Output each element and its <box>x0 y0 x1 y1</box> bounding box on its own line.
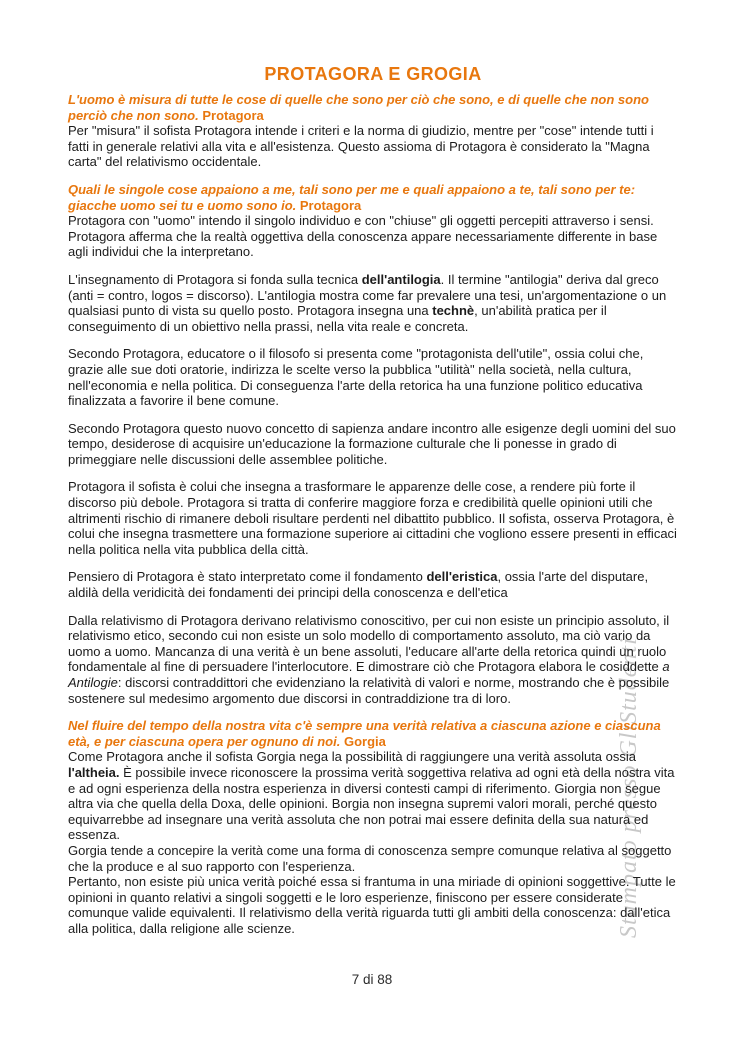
paragraph <box>68 421 678 468</box>
text-run: . Il termine "antilogia" deriva dal greco (anti = contro, logos = discorso). L'antilogia mostra come far prevalere una tesi, un'argomentazione o un qualsiasi punto di vista su quello posto. Protagora insegna una <box>68 271 667 319</box>
text-run: technè <box>432 303 475 319</box>
text-run: a Antilogie <box>68 659 670 690</box>
text-run: Gorgia tende a concepire la verità come una forma di conoscenza sempre comunque relativa al soggetto che la produce e al suo rapporto con l'esperienza. <box>68 842 672 874</box>
paragraph <box>68 749 678 843</box>
text-run: dell'antilogia <box>361 271 441 287</box>
text-run: Come Protagora anche il sofista Gorgia nega la possibilità di raggiungere una verità assoluta ossia <box>68 749 636 765</box>
paragraph <box>68 479 678 557</box>
text-run: , un'abilità pratica per il conseguimento di un obiettivo nella prassi, nella vita reale e concreta. <box>68 303 607 334</box>
watermark-text: Stampato presso GliStudenti <box>616 637 642 938</box>
document-body <box>68 92 678 937</box>
text-run: Pensiero di Protagora è stato interpretato come il fondamento <box>68 569 427 585</box>
paragraph <box>68 613 678 707</box>
paragraph <box>68 569 678 600</box>
text-run: , ossia l'arte del disputare, aldilà della veridicità dei fondamenti dei principi della conoscenza e dell'etica <box>68 569 649 601</box>
quote-paragraph <box>68 718 678 749</box>
page-number: 7 di 88 <box>351 972 393 987</box>
paragraph <box>68 272 678 334</box>
quote-paragraph <box>68 182 678 213</box>
quote-attribution: Protagora <box>198 107 264 123</box>
text-run: Secondo Protagora, educatore o il filosofo si presenta come "protagonista dell'utile", ossia colui che, grazie alle sue doti oratorie, indirizza le scelte verso la pubblica "utilità" nella società, nella cultura, nell'economia e nella politica. Di conseguenza l'arte della retorica ha una funzione politico educativa finalizzata a favorire il bene comune. <box>68 346 644 409</box>
quote-text: L'uomo è misura di tutte le cose di quelle che sono per ciò che sono, e di quelle che non sono perciò che non sono. <box>68 92 649 123</box>
paragraph <box>68 874 678 936</box>
quote-paragraph <box>68 92 678 123</box>
page-content <box>68 64 678 949</box>
text-run: dell'eristica <box>426 569 498 585</box>
text-run: L'insegnamento di Protagora si fonda sulla tecnica <box>68 271 362 287</box>
text-run: Dalla relativismo di Protagora derivano relativismo conoscitivo, per cui non esiste un principio assoluto, il relativismo etico, secondo cui non esiste un solo modello di comportamento assoluto, ma ciò vario da uomo a uomo. Mancanza di una verità è un bene assoluti, l'educare all'arte della retorica quindi un ruolo fondamentale al fine di persuadere l'interlocutore. E dimostrare ciò che Protagora elabora le cosiddette <box>68 612 670 675</box>
text-run: Secondo Protagora questo nuovo concetto di sapienza andare incontro alle esigenze degli uomini del suo tempo, desiderose di acquisire un'educazione la formazione culturale che li ponesse in grado di primeggiare nelle discussioni delle assemblee politiche. <box>68 420 676 467</box>
paragraph <box>68 346 678 408</box>
quote-attribution: Gorgia <box>340 733 386 749</box>
text-run: Pertanto, non esiste più unica verità poiché essa si frantuma in una miriade di opinioni soggettive. Tutte le opinioni in quanto relativi a singoli soggetti e le loro esperienze, finiscono per essere considerate comunque valide equivalenti. Il relativismo della verità riguarda tutti gli ambiti della conoscenza: dall'etica alla politica, dalla religione alle scienze. <box>68 874 676 936</box>
text-run: Protagora con "uomo" intendo il singolo individuo e con "chiuse" gli oggetti percepiti attraverso i sensi. Protagora afferma che la realtà oggettiva della conoscenza appare necessariamente differente in base agli individui che la interpretano. <box>68 213 658 260</box>
paragraph <box>68 123 678 170</box>
quote-text: Nel fluire del tempo della nostra vita c'è sempre una verità relativa a ciascuna azione e ciascuna età, e per ciascuna opera per ognuno di noi. <box>68 718 661 749</box>
text-run: l'altheia. <box>68 764 120 780</box>
page-title: PROTAGORA E GROGIA <box>264 64 482 84</box>
quote-text: Quali le singole cose appaiono a me, tali sono per me e quali appaiono a te, tali sono per te: giacche uomo sei tu e uomo sono io. <box>68 181 636 213</box>
text-run: : discorsi contraddittori che evidenziano la relatività di valori e norme, mostrando che è possibile sostenere sul medesimo argomento due discorsi in contraddizione tra di loro. <box>68 675 670 706</box>
text-run: È possibile invece riconoscere la prossima verità soggettiva relativa ad ogni età della nostra vita e ad ogni esperienza della nostra esperienza in diversi contesti campi di riferimento. Giorgia non segue altra via che quella della Doxa, delle opinioni. Borgia non insegna supremi valori morali, perché questo equivarrebbe ad insegnare una verità assoluta che non potrai mai essere definita della sua natura ed essenza. <box>68 764 675 843</box>
text-run: Per "misura" il sofista Protagora intende i criteri e la norma di giudizio, mentre per "cose" intende tutti i fatti in generale relativi alla vita e all'esistenza. Questo assioma di Protagora è considerato la "Magna carta" del relativismo occidentale. <box>68 123 654 170</box>
quote-attribution: Protagora <box>296 197 362 213</box>
paragraph <box>68 213 678 260</box>
text-run: Protagora il sofista è colui che insegna a trasformare le apparenze delle cose, a rendere più forte il discorso più debole. Protagora si tratta di conferire maggiore forza e credibilità quelle opinioni utili che altrimenti rischio di rimanere deboli risultare perdenti nel dibattito pubblico. Il sofista, osserva Protagora, è colui che insegna trasmettere una formazione superiore ai cittadini che vogliono essere presenti in efficaci nella politica nella vita pubblica della città. <box>68 479 677 557</box>
paragraph <box>68 843 678 874</box>
